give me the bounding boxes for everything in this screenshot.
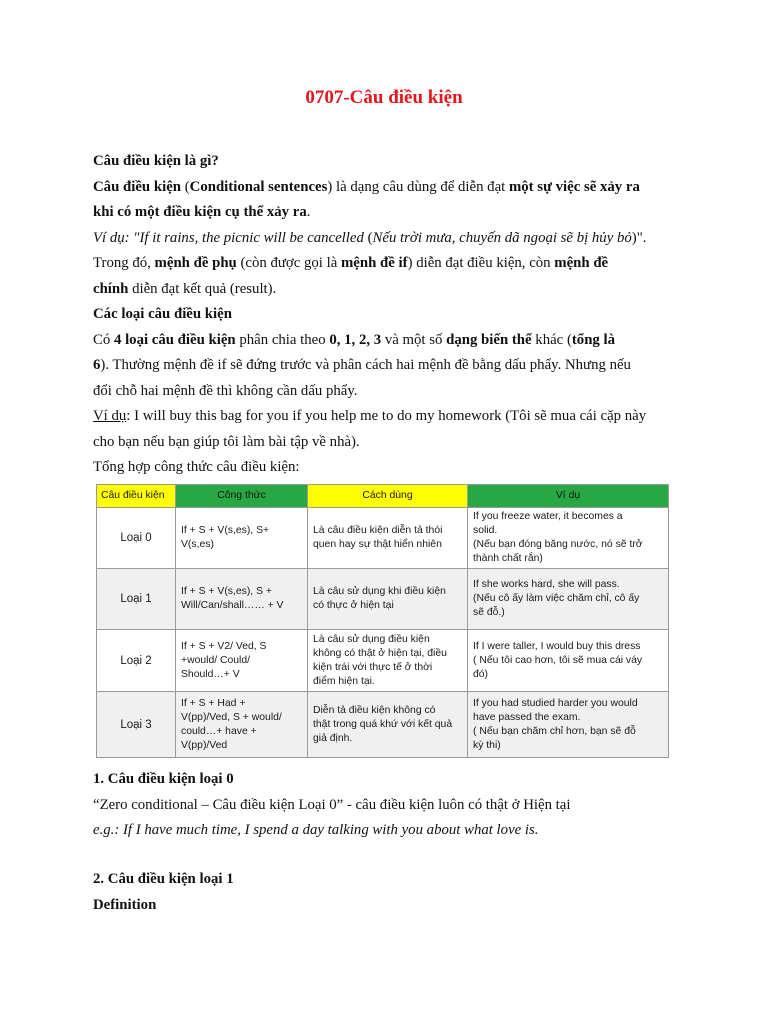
types-line-1 bbox=[93, 328, 693, 354]
type-zero-section bbox=[93, 767, 693, 844]
text-run: )". bbox=[631, 229, 647, 246]
text-run: ) là dạng câu dùng để diễn đạt bbox=[327, 178, 509, 195]
types-heading: Các loại câu điều kiện bbox=[93, 306, 232, 322]
text-run: Trong đó, bbox=[93, 255, 155, 271]
emphasis: 0, 1, 2, 3 bbox=[329, 331, 382, 348]
text-run: ) diễn đạt điều kiện, còn bbox=[407, 255, 555, 271]
example-label: Ví dụ bbox=[93, 408, 127, 424]
emphasis: dạng biến thể bbox=[446, 331, 532, 348]
table-row bbox=[97, 692, 669, 758]
definition-subheading: Definition bbox=[93, 896, 157, 913]
table-cell: If + S + V2/ Ved, S +would/ Could/ Should…+ V bbox=[176, 630, 308, 692]
table-cell: Diễn tả điều kiện không có thật trong quá khứ với kết quả giả định. bbox=[308, 692, 468, 758]
text-run: ). Thường mệnh đề if sẽ đứng trước và phân cách hai mệnh đề bằng dấu phẩy. Nhưng nếu bbox=[100, 357, 631, 373]
table-row bbox=[97, 630, 669, 692]
header-cell: Cách dùng bbox=[308, 485, 468, 508]
definition-line-1 bbox=[93, 175, 693, 201]
text-run: diễn đạt kết quả (result). bbox=[128, 280, 277, 297]
table-row bbox=[97, 569, 669, 630]
table-row bbox=[97, 508, 669, 569]
emphasis: 4 loại câu điều kiện bbox=[113, 331, 236, 348]
emphasis: chính bbox=[93, 280, 129, 297]
text-run: (còn được gọi là bbox=[236, 255, 341, 271]
table-header-row bbox=[97, 485, 669, 508]
definition-section bbox=[93, 149, 693, 481]
text-run: phân chia theo bbox=[235, 331, 330, 348]
term: Câu điều kiện bbox=[93, 178, 181, 195]
emphasis: khi có một điều kiện cụ thể xảy ra bbox=[93, 204, 307, 220]
types-line-5: cho bạn nếu bạn giúp tôi làm bài tập về nhà). bbox=[93, 433, 360, 450]
example-label: e.g.: bbox=[93, 822, 123, 838]
table-cell: If you freeze water, it becomes a solid. (Nếu bạn đóng băng nước, nó sẽ trở thành chất rắn) bbox=[468, 508, 669, 569]
text-run: Có bbox=[93, 331, 114, 348]
type-one-section bbox=[93, 867, 693, 918]
summary-label: Tổng hợp công thức câu điều kiện: bbox=[93, 459, 300, 475]
header-cell: Câu điều kiện bbox=[97, 485, 176, 508]
table-cell: Là câu điều kiện diễn tả thói quen hay sự thật hiển nhiên bbox=[308, 508, 468, 569]
types-line-2 bbox=[93, 353, 693, 379]
emphasis: mệnh đề if bbox=[340, 255, 408, 271]
table-cell: Là câu sử dụng khi điều kiện có thực ở hiện tại bbox=[308, 569, 468, 630]
definition-heading: Câu điều kiện là gì? bbox=[93, 153, 219, 169]
page-title: 0707-Câu điều kiện bbox=[305, 87, 463, 108]
definition-line-2 bbox=[93, 200, 693, 226]
table-cell: Loại 2 bbox=[97, 630, 176, 692]
emphasis: mệnh đề bbox=[554, 255, 609, 271]
clause-line-1 bbox=[93, 251, 693, 277]
example-vi: Nếu trời mưa, chuyến dã ngoại sẽ bị hủy bỏ bbox=[372, 229, 632, 246]
emphasis: tổng là bbox=[571, 331, 616, 348]
example-line bbox=[93, 226, 693, 252]
table-cell: If you had studied harder you would have passed the exam. ( Nếu bạn chăm chỉ hơn, bạn sẽ đỗ kỳ thi) bbox=[468, 692, 669, 758]
example-label: Ví dụ: " bbox=[93, 229, 140, 246]
text-run: và một số bbox=[381, 331, 447, 348]
table-cell: Là câu sử dụng điều kiện không có thật ở hiện tại, điều kiện trái với thực tế ở thời điểm hiện tại. bbox=[308, 630, 468, 692]
table-cell: If + S + V(s,es), S + Will/Can/shall…… + V bbox=[176, 569, 308, 630]
type-zero-heading: 1. Câu điều kiện loại 0 bbox=[93, 771, 234, 787]
type-zero-example bbox=[93, 818, 693, 844]
header-cell: Ví dụ bbox=[468, 485, 669, 508]
header-cell: Công thức bbox=[176, 485, 308, 508]
types-example-line bbox=[93, 404, 693, 430]
conditional-table bbox=[96, 484, 669, 758]
text-run: ( bbox=[181, 178, 190, 195]
clause-line-2 bbox=[93, 277, 693, 303]
text-run: khác ( bbox=[531, 331, 572, 348]
types-line-3: đổi chỗ hai mệnh đề thì không cần dấu phẩy. bbox=[93, 382, 358, 399]
table-cell: If she works hard, she will pass. (Nếu cô ấy làm việc chăm chỉ, cô ấy sẽ đỗ.) bbox=[468, 569, 669, 630]
type-one-heading: 2. Câu điều kiện loại 1 bbox=[93, 871, 234, 887]
term-en: Conditional sentences bbox=[189, 178, 328, 195]
table-cell: Loại 1 bbox=[97, 569, 176, 630]
table-cell: If + S + Had + V(pp)/Ved, S + would/ could…+ have + V(pp)/Ved bbox=[176, 692, 308, 758]
table-cell: If I were taller, I would buy this dress ( Nếu tôi cao hơn, tôi sẽ mua cái váy đó) bbox=[468, 630, 669, 692]
table-cell: If + S + V(s,es), S+ V(s,es) bbox=[176, 508, 308, 569]
text-run: ( bbox=[363, 229, 373, 246]
text-run: . bbox=[306, 204, 311, 220]
emphasis: một sự việc sẽ xảy ra bbox=[508, 178, 640, 195]
table-cell: Loại 3 bbox=[97, 692, 176, 758]
text-run: : I will buy this bag for you if you help me to do my homework (Tôi sẽ mua cái cặp này bbox=[126, 408, 647, 424]
table-cell: Loại 0 bbox=[97, 508, 176, 569]
example-text: If I have much time, I spend a day talking with you about what love is. bbox=[123, 822, 539, 838]
type-zero-line: “Zero conditional – Câu điều kiện Loại 0” - câu điều kiện luôn có thật ở Hiện tại bbox=[93, 796, 571, 813]
emphasis: mệnh đề phụ bbox=[154, 255, 237, 271]
example-en: If it rains, the picnic will be cancelled bbox=[139, 229, 364, 246]
emphasis: 6 bbox=[93, 357, 101, 373]
